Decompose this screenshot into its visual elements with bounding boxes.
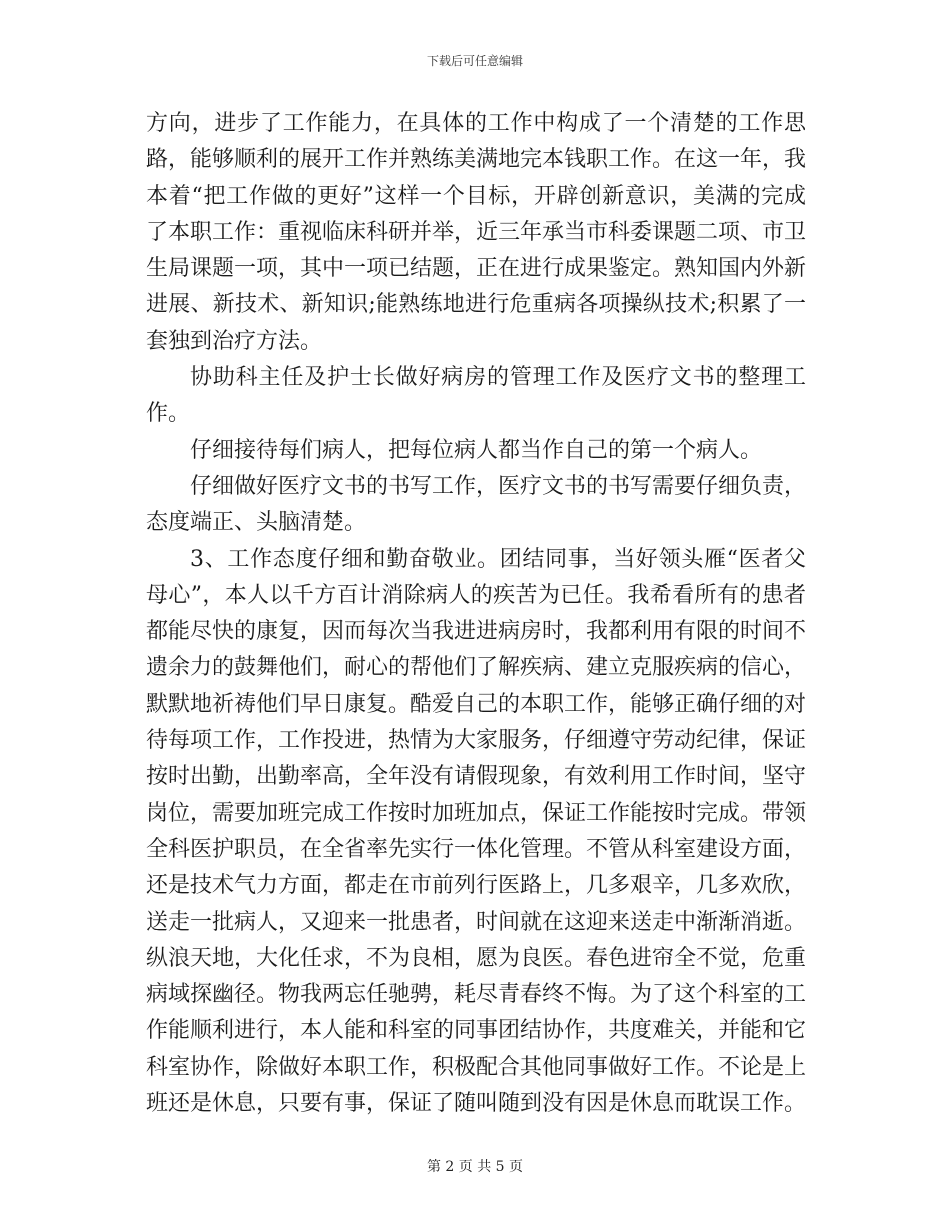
paragraph-continuation: 方向，进步了工作能力，在具体的工作中构成了一个清楚的工作思路，能够顺利的展开工作并熟练美满地完本钱职工作。在这一年，我本着“把工作做的更好”这样一个目标，开辟创新意识，美满的完成了本职工作：重视临床科研并举，近三年承当市科委课题二项、市卫生局课题一项，其中一项已结题，正在进行成果鉴定。熟知国内外新进展、新技术、新知识;能熟练地进行危重病各项操纵技术;积累了一套独到治疗方法。 — [146, 111, 807, 354]
paragraph: 3、工作态度仔细和勤奋敬业。团结同事，当好领头雁“医者父母心”，本人以千方百计消除病人的疾苦为已任。我希看所有的患者都能尽快的康复，因而每次当我进进病房时，我都利用有限的时间不遗余力的鼓舞他们，耐心的帮他们了解疾病、建立克服疾病的信心，默默地祈祷他们早日康复。酷爱自己的本职工作，能够正确仔细的对待每项工作，工作投进，热情为大家服务，仔细遵守劳动纪律，保证按时出勤，出勤率高，全年没有请假现象，有效利用工作时间，坚守岗位，需要加班完成工作按时加班加点，保证工作能按时完成。带领全科医护职员，在全省率先实行一体化管理。不管从科室建设方面，还是技术气力方面，都走在市前列行医路上，几多艰辛，几多欢欣，送走一批病人，又迎来一批患者，时间就在这迎来送走中渐渐消逝。纵浪天地，大化任求，不为良相，愿为良医。春色进帘全不觉，危重病域探幽径。物我两忘任驰骋，耗尽青春终不悔。为了这个科室的工作能顺利进行，本人能和科室的同事团结协作，共度难关，并能和它科室协作，除做好本职工作，积极配合其他同事做好工作。不论是上班还是休息，只要有事，保证了随叫随到没有因是休息而耽误工作。 — [146, 546, 807, 1117]
page-number: 第 2 页 共 5 页 — [426, 1159, 524, 1175]
paragraph: 仔细做好医疗文书的书写工作，医疗文书的书写需要仔细负责，态度端正、头脑清楚。 — [146, 473, 807, 536]
page-header: 下载后可任意编辑 — [426, 54, 523, 68]
paragraph: 协助科主任及护士长做好病房的管理工作及医疗文书的整理工作。 — [146, 365, 806, 427]
document-body — [146, 106, 806, 1122]
paragraph: 仔细接待每们病人，把每位病人都当作自己的第一个病人。 — [190, 437, 763, 463]
